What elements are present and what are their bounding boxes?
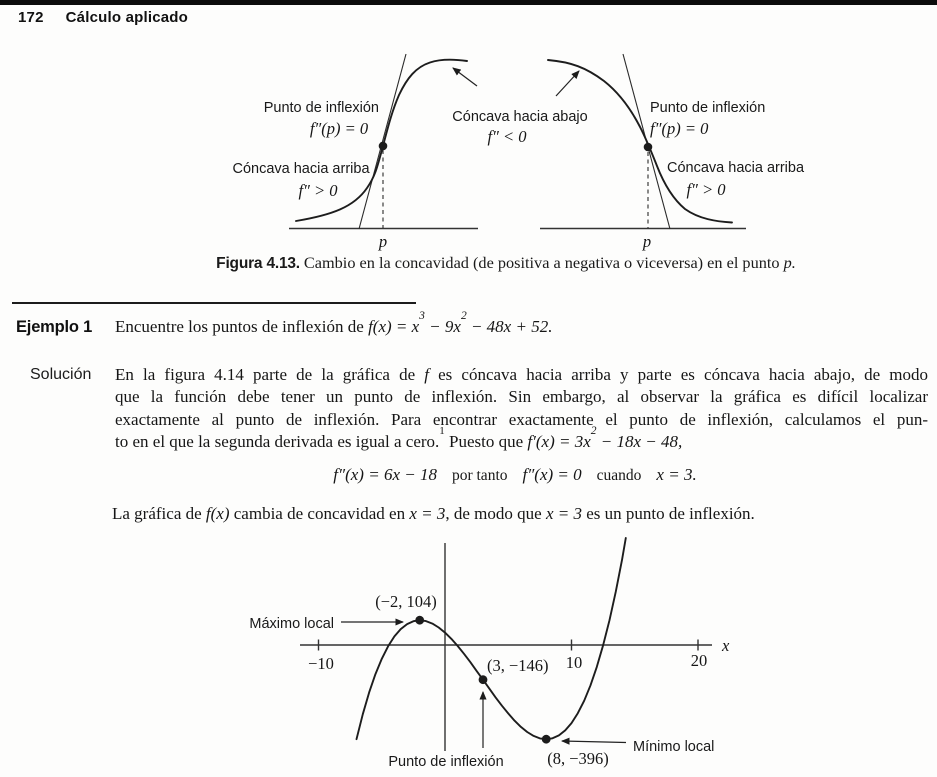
example-prompt: Encuentre los puntos de inflexión de: [115, 317, 369, 336]
inflection-point-dot: [479, 675, 488, 684]
local-max-dot: [415, 616, 424, 625]
right-p-label: p: [642, 232, 652, 251]
right-inflection-eq: f″(p) = 0: [650, 119, 709, 138]
conclusion-math: x = 3: [409, 504, 446, 523]
right-inflection-dot: [644, 143, 653, 152]
solution-text: to en el que la segunda derivada es igual a cero.: [115, 431, 440, 451]
book-title: Cálculo aplicado: [65, 9, 189, 26]
concave-down-arrow-right: [556, 71, 579, 96]
equation-lhs: f″(x) = 6x − 18: [333, 465, 437, 484]
caption-var: p.: [783, 253, 796, 272]
formula-part: − 18x − 48,: [596, 431, 683, 451]
solution-line-1: [115, 364, 928, 386]
solution-line-4: [115, 425, 928, 453]
inflection-point-label: (3, −146): [487, 656, 549, 675]
equation-word-portanto: por tanto: [451, 467, 508, 484]
formula-part: f′(x) = 3x: [527, 431, 591, 451]
conclusion-sentence: [112, 504, 928, 524]
tick-label-10: 10: [565, 653, 583, 672]
concave-down-arrow-left: [453, 68, 477, 86]
right-concave-up-label: Cóncava hacia arriba: [667, 160, 805, 176]
max-annotation: Máximo local: [249, 616, 334, 632]
conclusion-math: x = 3: [545, 504, 582, 523]
figure-4-13-caption: [90, 253, 922, 273]
formula-exponent: 2: [590, 425, 597, 438]
left-p-label: p: [378, 232, 388, 251]
cubic-curve: [357, 538, 626, 739]
left-inflection-label: Punto de inflexión: [263, 100, 379, 116]
equation-mid: f″(x) = 0: [522, 465, 582, 484]
conclusion-text: cambia de concavidad en: [229, 504, 410, 523]
left-concave-up-label: Cóncava hacia arriba: [232, 161, 370, 177]
solution-line-3: exactamente al punto de inflexión. Para encontrar exactamente el punto de inflexión, calculamos el pun-: [115, 409, 928, 429]
footnote-reference: 1: [439, 425, 445, 438]
concave-down-eq: f″ < 0: [487, 127, 527, 146]
tick-label-minus10: −10: [308, 654, 334, 673]
equation-word-cuando: cuando: [596, 467, 642, 484]
conclusion-text: La gráfica de: [112, 504, 206, 523]
right-inflection-label: Punto de inflexión: [650, 100, 766, 116]
left-inflection-eq: f″(p) = 0: [309, 119, 369, 138]
section-rule: [12, 302, 416, 304]
right-concave-up-eq: f″ > 0: [686, 180, 726, 199]
min-annotation: Mínimo local: [633, 739, 715, 755]
derivative-formula: [527, 425, 683, 451]
solution-text: es cóncava hacia arriba y parte es cóncava hacia abajo, de modo: [428, 365, 928, 384]
local-min-dot: [542, 735, 551, 744]
solution-paragraph: [115, 364, 928, 453]
conclusion-text: es un punto de inflexión.: [581, 504, 755, 523]
solution-math-f: f: [424, 365, 429, 384]
min-point-label: (8, −396): [547, 749, 609, 768]
caption-number: Figura 4.13.: [216, 255, 300, 272]
example-formula: [368, 310, 553, 336]
x-axis-label: x: [722, 636, 730, 655]
min-arrow: [562, 741, 626, 743]
figure-4-14: [249, 538, 730, 770]
conclusion-math: f(x): [205, 504, 230, 523]
inflection-annotation: Punto de inflexión: [388, 754, 504, 770]
equation-rhs: x = 3.: [656, 465, 697, 484]
left-inflection-dot: [379, 142, 388, 151]
solution-label: Solución: [30, 366, 92, 383]
formula-part: − 48x + 52.: [466, 317, 553, 336]
solution-text: En la figura 4.14 parte de la gráfica de: [115, 365, 425, 384]
left-concave-up-eq: f″ > 0: [298, 181, 338, 200]
solution-line-2: que la función debe tener un punto de inflexión. Sin embargo, al observar la gráfica es difícil localizar: [115, 387, 928, 407]
solution-text: Puesto que: [444, 431, 528, 451]
example-label: Ejemplo 1: [16, 318, 93, 336]
tick-label-20: 20: [690, 651, 708, 670]
example-statement: [115, 310, 928, 337]
formula-part: − 9x: [424, 317, 461, 336]
formula-part: f(x) = x: [368, 317, 420, 336]
concave-down-label: Cóncava hacia abajo: [452, 109, 588, 125]
formula-exponent: 2: [460, 310, 467, 323]
max-point-label: (−2, 104): [375, 592, 437, 611]
second-derivative-equation: [115, 465, 915, 485]
conclusion-text: , de modo que: [445, 504, 546, 523]
formula-exponent: 3: [419, 310, 425, 323]
caption-text: Cambio en la concavidad (de positiva a negativa o viceversa) en el punto: [303, 253, 784, 272]
figure-4-13: [232, 54, 804, 251]
page-number: 172: [18, 9, 44, 26]
